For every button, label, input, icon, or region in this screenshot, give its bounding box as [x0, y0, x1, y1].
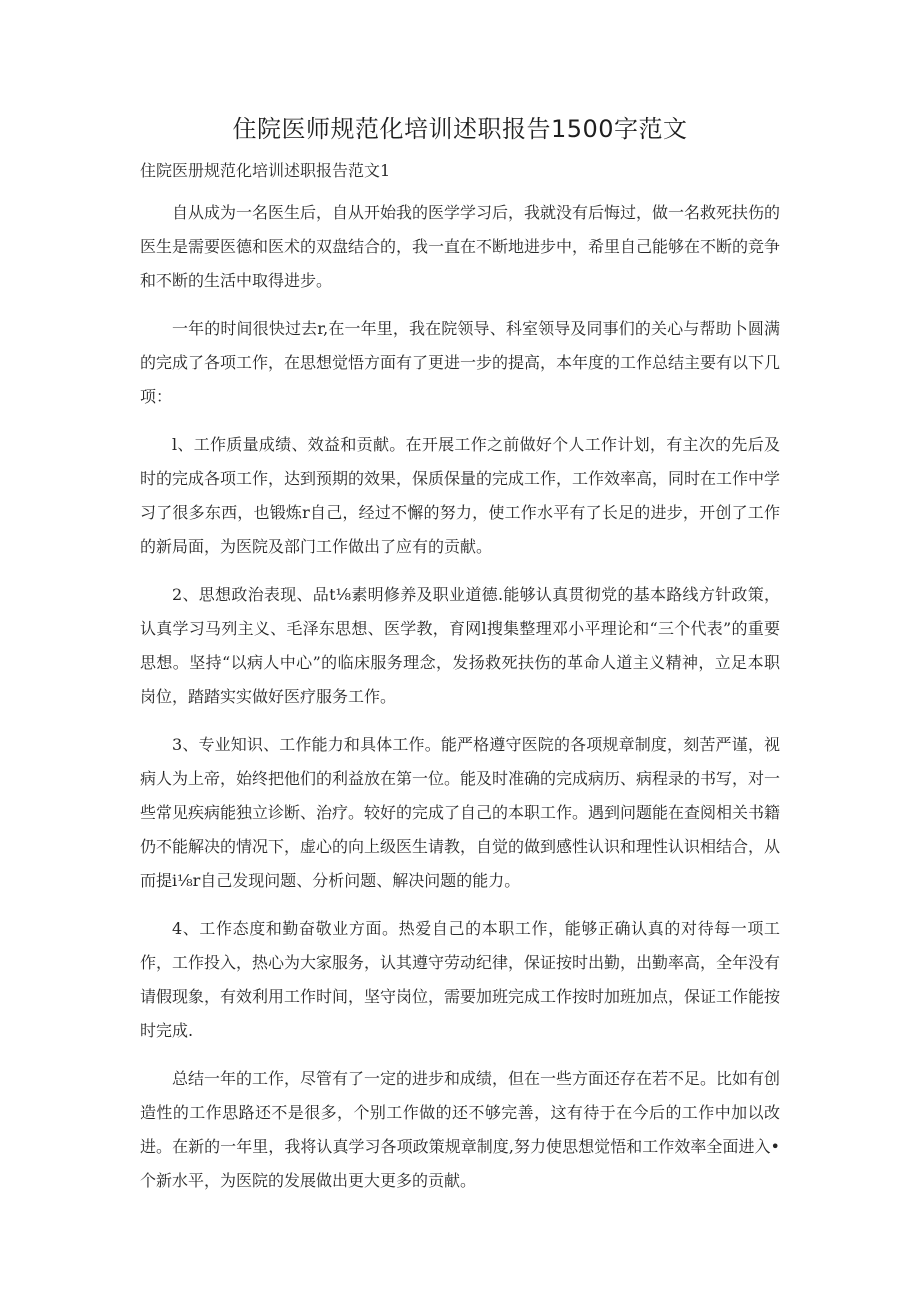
paragraph-item-1: l、工作质量成绩、效益和贡献。在开展工作之前做好个人工作计划，有主次的先后及时的完成各项工作，达到预期的效果，保质保量的完成工作，工作效率高，同时在工作中学习了很多东西，也锻炼r自己，经过不懈的努力，使工作水平有了长足的进步，开创了工作的新局面，为医院及部门工作做出了应有的贡献。 — [140, 435, 781, 556]
paragraph-item-2: 2、思想政治表现、品t⅛素明修养及职业道德.能够认真贯彻党的基本路线方针政策，认真学习马列主义、毛泽东思想、医学教，育网l搜集整理邓小平理论和“三个代表”的重要思想。坚持“以病人中心”的临床服务理念，发扬救死扶伤的革命人道主义精神，立足本职岗位，踏踏实实做好医疗服务工作。 — [140, 585, 780, 706]
document-subtitle: 住院医册规范化培训述职报告范文1 — [140, 161, 391, 180]
paragraph-item-4: 4、工作态度和勤奋敬业方面。热爱自己的本职工作，能够正确认真的对待每一项工作，工作投入，热心为大家服务，认其遵守劳动纪律，保证按时出勤，出勤率高，全年没有请假现象，有效利用工作时间，坚守岗位，需要加班完成工作按时加班加点，保证工作能按时完成. — [140, 919, 781, 1040]
document-body — [140, 196, 780, 1212]
paragraph-intro: 自从成为一名医生后，自从开始我的医学学习后，我就没有后悔过，做一名救死扶伤的医生是需要医德和医术的双盘结合的，我一直在不断地进步中，希里自己能够在不断的竞争和不断的生活中取得进步。 — [140, 203, 781, 290]
paragraph-item-3: 3、专业知识、工作能力和具体工作。能严格遵守医院的各项规章制度，刻苦严谨，视病人为上帝，始终把他们的利益放在第一位。能及时准确的完成病历、病程录的书写，对一些常见疾病能独立诊断、治疗。较好的完成了自己的本职工作。遇到问题能在查阅相关书籍仍不能解决的情况下，虚心的向上级医生请教，自觉的做到感性认识和理性认识相结合，从而提i⅛r自己发现问题、分析问题、解决问题的能力。 — [140, 735, 781, 890]
paragraph-overview: 一年的时间很快过去r,在一年里，我在院领导、科室领导及同事们的关心与帮助卜圆满的完成了各项工作，在思想觉悟方面有了更进一步的提高，本年度的工作总结主要有以下几项： — [140, 319, 781, 406]
document-title: 住院医师规范化培训述职报告1500字范文 — [232, 115, 688, 143]
paragraph-summary: 总结一年的工作，尽管有了一定的进步和成绩，但在一些方面还存在若不足。比如有创造性的工作思路还不是很多，个别工作做的还不够完善，这有待于在今后的工作中加以改进。在新的一年里，我将认真学习各项政策规章制度,努力使思想觉悟和工作效率全面进入•个新水平，为医院的发展做出更大更多的贡献。 — [140, 1069, 781, 1190]
